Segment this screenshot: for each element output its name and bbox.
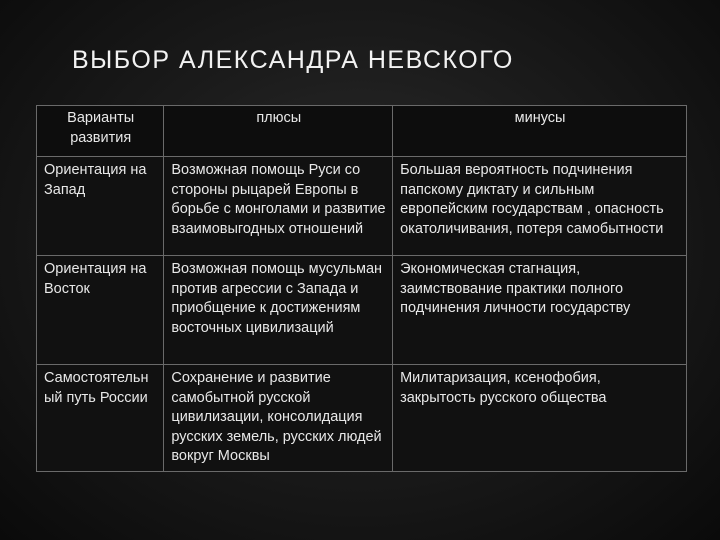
header-cons: минусы: [393, 106, 687, 157]
option-cell: Ориентация на Запад: [37, 157, 164, 256]
pros-cell: Возможная помощь Руси со стороны рыцарей Европы в борьбе с монголами и развитие взаимовыгодных отношений: [164, 157, 393, 256]
comparison-table: [36, 105, 687, 472]
table-header-row: [37, 106, 687, 157]
table-row: [37, 157, 687, 256]
cons-cell: Милитаризация, ксенофобия, закрытость русского общества: [393, 365, 687, 472]
table-row: [37, 256, 687, 365]
cons-cell: Большая вероятность подчинения папскому диктату и сильным европейским государствам , опасность окатоличивания, потеря самобытности: [393, 157, 687, 256]
header-pros: плюсы: [164, 106, 393, 157]
option-cell: Самостоятельный путь России: [37, 365, 164, 472]
table-row: [37, 365, 687, 472]
cons-cell: Экономическая стагнация, заимствование практики полного подчинения личности государству: [393, 256, 687, 365]
slide-title: ВЫБОР АЛЕКСАНДРА НЕВСКОГО: [72, 46, 514, 74]
pros-cell: Сохранение и развитие самобытной русской цивилизации, консолидация русских земель, русских людей вокруг Москвы: [164, 365, 393, 472]
pros-cell: Возможная помощь мусульман против агрессии с Запада и приобщение к достижениям восточных цивилизаций: [164, 256, 393, 365]
header-options: Варианты развития: [37, 106, 164, 157]
option-cell: Ориентация на Восток: [37, 256, 164, 365]
